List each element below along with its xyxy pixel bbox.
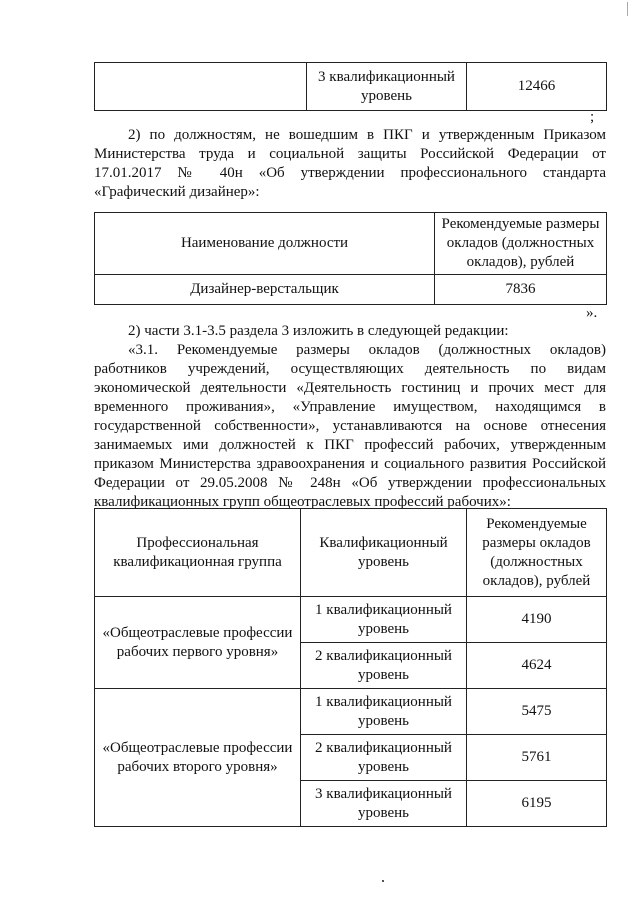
- salary-cell: 4624: [467, 643, 607, 689]
- table-row: [95, 275, 607, 305]
- table-workers: [94, 508, 607, 827]
- paragraph-3-1: «3.1. Рекомендуемые размеры окладов (должностных окладов) работников учреждений, осуществляющих деятельность по видам экономической деятельности «Деятельность гостиниц и прочих мест для временного проживания», «Управление имуществом, находящимся в государственной собственности», устанавливаются на основе отнесения занимаемых ими должностей к ПКГ профессий рабочих, утвержденным приказом Министерства здравоохранения и социального развития Российской Федерации от 29.05.2008 № 248н «Об утверждении профессиональных квалификационных групп общеотраслевых профессий рабочих»:: [94, 342, 606, 510]
- paragraph-item-2: 2) по должностям, не вошедшим в ПКГ и утвержденным Приказом Министерства труда и социальной защиты Российской Федерации от 17.01.2017 № 40н «Об утверждении профессионального стандарта «Графический дизайнер»:: [94, 127, 606, 200]
- table-row: [95, 689, 607, 735]
- table-header-row: [95, 509, 607, 597]
- table-designer: [94, 212, 607, 305]
- header-salary: Рекомендуемые размеры окладов (должностных окладов), рублей: [467, 509, 607, 597]
- salary-cell: 5761: [467, 735, 607, 781]
- header-salary: Рекомендуемые размеры окладов (должностных окладов), рублей: [435, 213, 607, 275]
- level-cell: 3 квалификационный уровень: [307, 63, 467, 111]
- scan-artifact: [627, 2, 634, 16]
- level-cell: 2 квалификационный уровень: [301, 643, 467, 689]
- level-cell: 2 квалификационный уровень: [301, 735, 467, 781]
- header-position: Наименование должности: [95, 213, 435, 275]
- position-cell: Дизайнер-верстальщик: [95, 275, 435, 305]
- table-header-row: [95, 213, 607, 275]
- level-cell: 1 квалификационный уровень: [301, 597, 467, 643]
- salary-cell: 5475: [467, 689, 607, 735]
- group-cell-second-level: «Общеотраслевые профессии рабочих второго уровня»: [95, 689, 301, 827]
- group-cell-first-level: «Общеотраслевые профессии рабочих первого уровня»: [95, 597, 301, 689]
- semicolon: ;: [590, 109, 595, 125]
- header-level: Квалификационный уровень: [301, 509, 467, 597]
- header-group: Профессиональная квалификационная группа: [95, 509, 301, 597]
- scan-artifact: [382, 880, 384, 882]
- salary-cell: 12466: [467, 63, 607, 111]
- empty-cell: [95, 63, 307, 111]
- salary-cell: 6195: [467, 781, 607, 827]
- table-continuation: [94, 62, 607, 111]
- table-row: [95, 63, 607, 111]
- closing-quote: ».: [586, 305, 598, 321]
- salary-cell: 4190: [467, 597, 607, 643]
- level-cell: 3 квалификационный уровень: [301, 781, 467, 827]
- paragraph-parts: 2) части 3.1-3.5 раздела 3 изложить в следующей редакции:: [128, 323, 509, 339]
- table-row: [95, 597, 607, 643]
- salary-cell: 7836: [435, 275, 607, 305]
- level-cell: 1 квалификационный уровень: [301, 689, 467, 735]
